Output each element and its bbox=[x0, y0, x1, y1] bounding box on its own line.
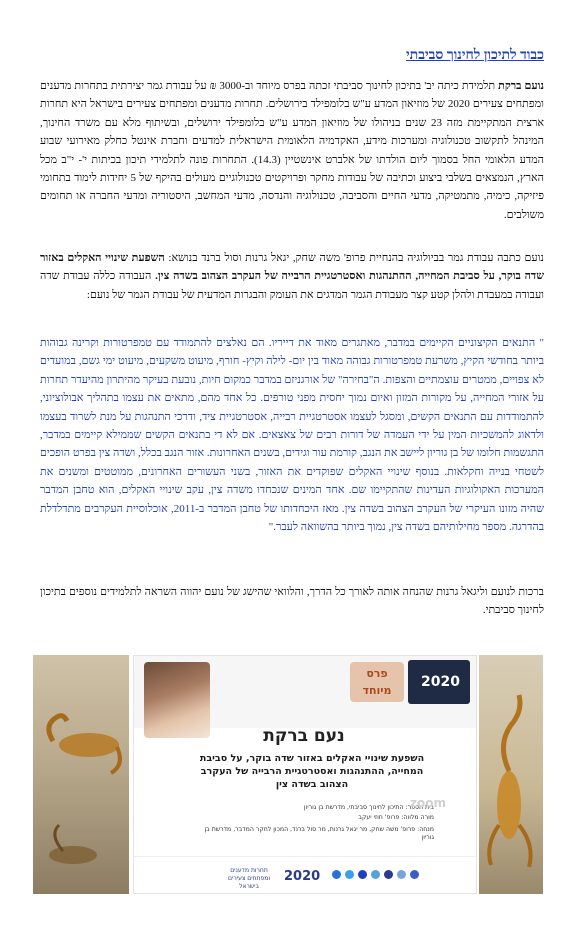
thesis-rest: העבודה כללה עבודת שדה ועבודה במעבדת ולהלן קטע קצר מעבודת הגמר המדגים את העומק והבגרות המדעית של עבודת הגמר של נועם: bbox=[40, 270, 544, 301]
intro-paragraph bbox=[40, 77, 544, 224]
video-thumbnail bbox=[408, 660, 470, 704]
thesis-intro: נועם כתבה עבודת גמר בביולוגיה בהנחיית פרופ' משה שחק, יגאל גרנות וסול ברנד בנושא: bbox=[164, 252, 544, 264]
sponsor-logo-icon bbox=[332, 870, 341, 879]
sponsor-logo-icon bbox=[345, 870, 354, 879]
student-name: נועם ברקת bbox=[498, 80, 544, 92]
thesis-paragraph bbox=[40, 249, 544, 304]
article-title: כבוד לתיכון לחינוך סביבתי bbox=[405, 48, 544, 63]
special-prize-badge bbox=[350, 662, 404, 702]
card-teacher: מורה מלווה: פרופ' חוזי יעקב bbox=[358, 814, 434, 821]
sponsor-logo-icon bbox=[410, 870, 419, 879]
sponsor-logo-icon bbox=[358, 870, 367, 879]
scorpion-photo-right bbox=[479, 655, 543, 894]
congratulations-paragraph: ברכות לנועם וליגאל גרנות שהנחה אותה לאורך כל הדרך, והלוואי שהישג של נועם יהווה השראה לתלמידים נוספים בתיכון לחינוך סביבתי. bbox=[40, 586, 544, 617]
award-card bbox=[133, 655, 477, 894]
card-mentors: מנחה: פרופ' משה שחק, מר יגאל גרנות, מר סול ברנד, המכון לחקר המדבר, מדרשת בן גוריון bbox=[204, 826, 434, 841]
card-student-name: נעם ברקת bbox=[263, 726, 345, 746]
photo-collage bbox=[33, 655, 543, 894]
sponsor-logo-icon bbox=[371, 870, 380, 879]
card-project-title: השפעת שינויי האקלים באזור שדה בוקר, על סביבת המחייה, ההתנהגות ואסטרטגיית הרבייה של העקרב הצהוב בשדה צין bbox=[199, 753, 425, 790]
student-photo bbox=[144, 662, 210, 738]
scorpion-illustration-left bbox=[33, 655, 129, 894]
scorpion-illustration-right bbox=[479, 655, 543, 894]
competition-caption: תחרות מדענים ומפתחים צעירים בישראל bbox=[228, 867, 270, 890]
thesis-quote: " התנאים הקיצוניים הקיימים במדבר, מאתגרים מאוד את דייריו. הם נאלצים להתמודד עם טמפרטורות וקרינה גבוהות ביותר בחודשי הקיץ, משרעת טמפרטורות גבוהה מאוד בין יום- לילה וקיץ- חורף, מיעוט משקעים, מיעוט ימי גשם, במועדים לא צפויים, ממטרים עוצמתיים והצפות. ה"בחירה" של אורגניזם במדבר כמקום חיות, נובעת בעיקר מהיתרון מהיעדר תחרות על אזורי המחייה, על מקורות המזון ואיום נמוך יחסית מפני טורפים. כל אחד מהם, מתאים את עצמו בתהליך אבולוציוני, להתמודדות עם התנאים הקשים, ומסגל לעצמו אסטרטגיית רבייה, אסטרטגיית ציד, ודרכי התנהגות על מנת לשרוד בעצמו ולדאוג להמשכיות המין על ידי העמדה של דורות רבים של צאצאים. אם לא די בתנאים הקשים שממילא קיימים במדבר, התגשמות חלומו של בן גוריון ליישב את הנגב, קורמת עור וגידים, בשנים האחרונות. אזור הנגב בכלל, ושדה צין בפרט הופכים לשטחי בנייה וחקלאות. בנוסף שינויי האקלים שפוקדים את האזור, בשני העשורים האחרונים, ממוטטים ומשנים את המערכות האקולוגיות העדינות שהתקיימו שם. אחד המינים שנכחדו משדה צין, עקב שינויי האקלים, הוא טחבן המדבר שהיה מזונו העיקרי של העקרב הצהוב בשדה צין. מאז היכחדותו של טחבן המדבר ב-2011, אוכלוסיית העקרבים מתדלדלת בהדרגה. מספר מחילותיהם בשדה צין, נמוך ביותר בהשוואה לעבר." bbox=[40, 337, 544, 534]
thesis-topic: השפעת שינויי האקלים באזור שדה בוקר, על סביבת המחייה, ההתנהגות ואסטרטגיית הרבייה של העקרב הצהוב בשדה צין. bbox=[40, 252, 544, 283]
footer-year: 2020 bbox=[284, 869, 321, 884]
prize-label-line2: מיוחד bbox=[362, 684, 392, 697]
prize-label-line1: פרס bbox=[366, 667, 388, 680]
zoom-watermark: zoom bbox=[410, 796, 446, 810]
sponsor-logo-icon bbox=[384, 870, 393, 879]
intro-body: תלמידת כיתה יב' בתיכון לחינוך סביבתי זכתה בפרס מיוחד וב-3000 ₪ על עבודת גמר יצירתית בתחרות מדענים ומפתחים צעירים 2020 של מוזיאון המדע ע"ש בלומפילד בירושלים. תחרות מדענים ומפתחים צעירים בישראל היא תחרות ארצית המתקיימת מזה 23 שנים בניהולו של מוזיאון המדע ע"ש בלומפילד ירושלים, ובשיתוף מלא עם משרד החינוך, המינהל לתקשוב טכנולוגיה ומערכות מידע, האקדמיה הלאומית הישראלית למדעים וחברת אינטל כחלק מאירועי שבוע המדע הלאומי החל בסמוך ליום הולדתו של אלברט אינשטיין (14.3). התחרות פונה לתלמידי תיכון בכיתות י'- י"ב מכל הארץ, הנמצאים בשלבי ביצוע וכתיבה של עבודות מחקר ופרויקטים טכנולוגיים מעולים בהיקף של 5 יחידות לימוד בתחומי פיזיקה, כימיה, מתמטיקה, מדעי החיים והסביבה, טכנולוגיה והנדסה, מדעי המחשב, היסטוריה ומדעי החברה או תחומים משולבים. bbox=[40, 80, 544, 221]
sponsor-logo-icon bbox=[397, 870, 406, 879]
card-school: בית הספר: התיכון לחינוך סביבתי, מדרשת בן גוריון bbox=[303, 804, 434, 811]
card-footer bbox=[134, 856, 476, 893]
badge-year: 2020 bbox=[421, 674, 460, 690]
scorpion-photo-left bbox=[33, 655, 129, 894]
